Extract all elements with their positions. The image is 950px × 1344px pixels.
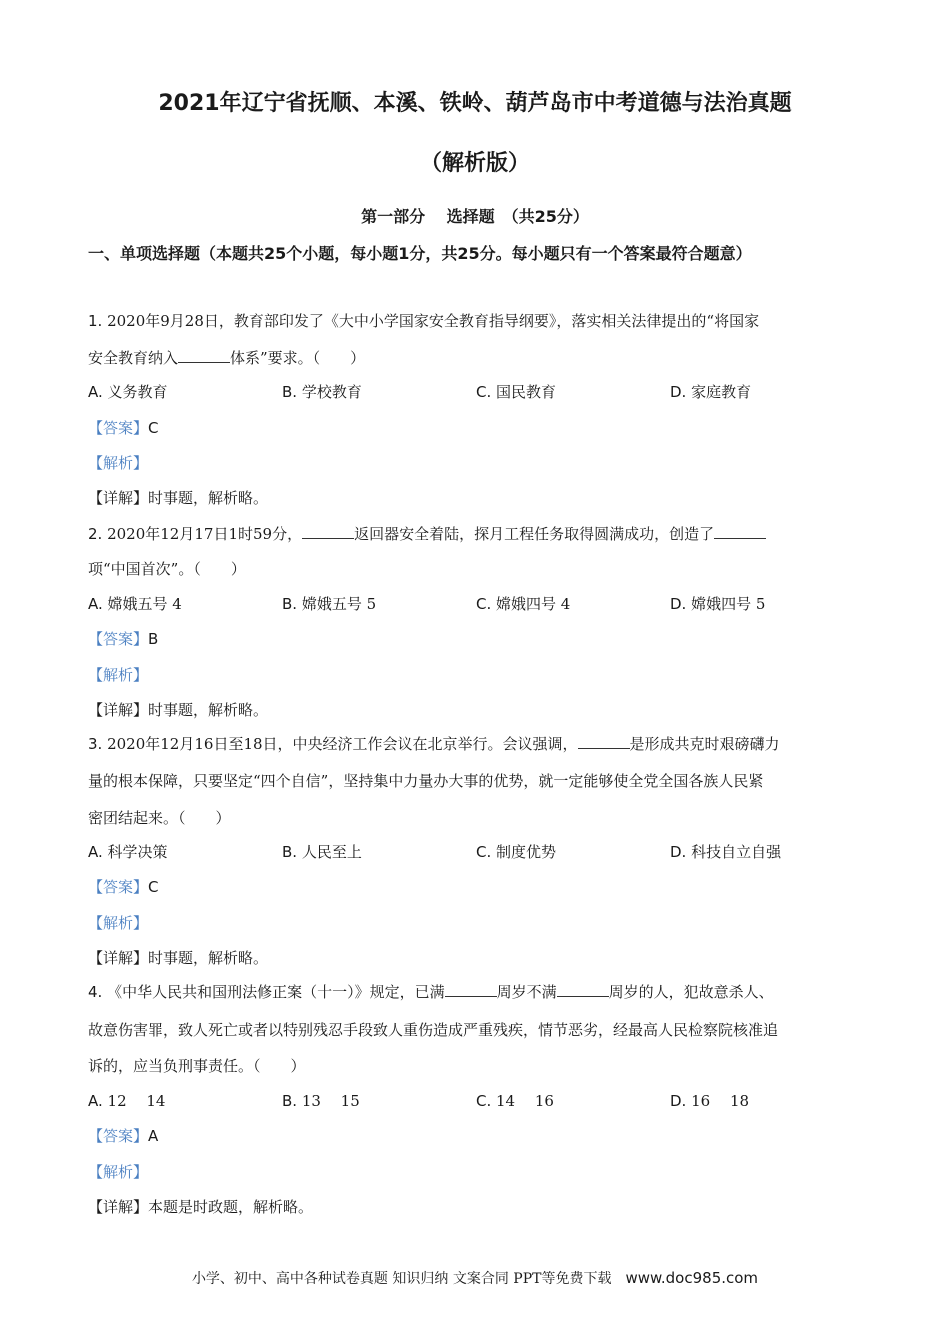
analysis-label: 【解析】 bbox=[88, 914, 149, 932]
detail-label: 【详解】 bbox=[88, 701, 149, 719]
part-title: 第一部分 选择题 （共25分） bbox=[361, 207, 589, 226]
option-letter: C. bbox=[476, 595, 492, 613]
answer-label: 【答案】 bbox=[88, 878, 149, 896]
option-text: 嫦娥四号 5 bbox=[686, 595, 766, 613]
fill-blank bbox=[557, 982, 609, 997]
option-letter: D. bbox=[670, 1092, 687, 1110]
option-text: 13 15 bbox=[297, 1092, 360, 1110]
option-letter: C. bbox=[476, 843, 492, 861]
option-c bbox=[476, 1090, 554, 1112]
option-text: 义务教育 bbox=[102, 383, 168, 401]
option-letter: C. bbox=[476, 383, 492, 401]
footer bbox=[0, 1268, 950, 1288]
option-text: 家庭教育 bbox=[686, 383, 752, 401]
analysis-label: 【解析】 bbox=[88, 454, 149, 472]
option-text: 嫦娥五号 4 bbox=[102, 595, 182, 613]
question-text: 量的根本保障，只要坚定“四个自信”，坚持集中力量办大事的优势，就一定能够使全党全国各族人民紧 bbox=[88, 772, 764, 790]
question-number: 1. bbox=[88, 312, 108, 330]
option-letter: A. bbox=[88, 595, 103, 613]
question-text-line bbox=[88, 1019, 778, 1041]
detail-text: 时事题，解析略。 bbox=[148, 701, 269, 719]
option-letter: D. bbox=[670, 843, 687, 861]
question-text-line bbox=[88, 807, 231, 829]
option-b bbox=[282, 841, 362, 863]
option-d bbox=[670, 381, 751, 403]
answer-value: A bbox=[148, 1127, 159, 1145]
detail-line bbox=[88, 487, 268, 509]
answer-label: 【答案】 bbox=[88, 1127, 149, 1145]
option-letter: B. bbox=[282, 1092, 298, 1110]
option-b bbox=[282, 1090, 360, 1112]
question-text: 2020年9月28日，教育部印发了《大中小学国家安全教育指导纲要》，落实相关法律提出的“将国家 bbox=[107, 312, 760, 330]
detail-text: 本题是时政题，解析略。 bbox=[148, 1198, 314, 1216]
detail-line bbox=[88, 1196, 313, 1218]
fill-blank bbox=[445, 982, 497, 997]
question-text: 是形成共克时艰磅礴力 bbox=[629, 735, 780, 753]
question-text-line bbox=[88, 558, 246, 580]
analysis-line bbox=[88, 664, 148, 686]
option-text: 嫦娥五号 5 bbox=[297, 595, 377, 613]
option-text: 12 14 bbox=[102, 1092, 166, 1110]
answer-line bbox=[88, 1125, 158, 1147]
option-c bbox=[476, 593, 570, 615]
option-a bbox=[88, 841, 168, 863]
fill-blank bbox=[578, 734, 630, 749]
option-text: 人民至上 bbox=[297, 843, 362, 861]
option-d bbox=[670, 593, 765, 615]
fill-blank bbox=[714, 524, 766, 539]
option-text: 国民教育 bbox=[491, 383, 557, 401]
option-letter: B. bbox=[282, 383, 298, 401]
question-text: 安全教育纳入 bbox=[88, 349, 179, 367]
fill-blank bbox=[302, 524, 354, 539]
option-b bbox=[282, 381, 362, 403]
option-b bbox=[282, 593, 376, 615]
question-text-line bbox=[88, 770, 763, 792]
answer-value: C bbox=[148, 419, 159, 437]
fill-blank bbox=[178, 348, 230, 363]
question-text-line bbox=[88, 1055, 306, 1077]
answer-line bbox=[88, 417, 159, 439]
answer-value: C bbox=[148, 878, 159, 896]
option-text: 制度优势 bbox=[491, 843, 557, 861]
detail-text: 时事题，解析略。 bbox=[148, 949, 269, 967]
answer-label: 【答案】 bbox=[88, 419, 149, 437]
question-text: 密团结起来。（ ） bbox=[88, 809, 231, 827]
option-text: 14 16 bbox=[491, 1092, 554, 1110]
question-text: 返回器安全着陆，探月工程任务取得圆满成功，创造了 bbox=[354, 525, 715, 543]
answer-label: 【答案】 bbox=[88, 630, 149, 648]
document-subtitle: （解析版） bbox=[419, 151, 530, 176]
option-text: 科技自立自强 bbox=[686, 843, 782, 861]
analysis-line bbox=[88, 912, 148, 934]
question-text: 体系”要求。（ ） bbox=[230, 349, 366, 367]
detail-label: 【详解】 bbox=[88, 489, 149, 507]
section-heading: 一、单项选择题（本题共25个小题，每小题1分，共25分。每小题只有一个答案最符合题意） bbox=[88, 244, 752, 263]
option-a bbox=[88, 1090, 165, 1112]
option-text: 科学决策 bbox=[102, 843, 168, 861]
question-text: 诉的，应当负刑事责任。（ ） bbox=[88, 1057, 306, 1075]
detail-label: 【详解】 bbox=[88, 949, 149, 967]
option-letter: C. bbox=[476, 1092, 492, 1110]
option-letter: B. bbox=[282, 843, 298, 861]
question-text: 2020年12月16日至18日，中央经济工作会议在北京举行。会议强调， bbox=[107, 735, 578, 753]
question-text: 周岁的人，犯故意杀人、 bbox=[608, 983, 774, 1001]
detail-text: 时事题，解析略。 bbox=[148, 489, 269, 507]
detail-label: 【详解】 bbox=[88, 1198, 149, 1216]
option-a bbox=[88, 593, 182, 615]
question-text: 周岁不满 bbox=[496, 983, 557, 1001]
analysis-line bbox=[88, 452, 148, 474]
detail-line bbox=[88, 699, 268, 721]
footer-site-link[interactable]: www.doc985.com bbox=[625, 1269, 759, 1287]
option-letter: A. bbox=[88, 1092, 103, 1110]
option-letter: A. bbox=[88, 383, 103, 401]
option-d bbox=[670, 1090, 749, 1112]
option-text: 16 18 bbox=[686, 1092, 750, 1110]
document-title: 2021年辽宁省抚顺、本溪、铁岭、葫芦岛市中考道德与法治真题 bbox=[158, 91, 792, 116]
option-text: 嫦娥四号 4 bbox=[491, 595, 571, 613]
question-text-line bbox=[88, 523, 766, 545]
question-text: 故意伤害罪，致人死亡或者以特别残忍手段致人重伤造成严重残疾，情节恶劣，经最高人民检察院核准追 bbox=[88, 1021, 779, 1039]
question-number: 3. bbox=[88, 735, 108, 753]
answer-line bbox=[88, 876, 159, 898]
question-text-line bbox=[88, 981, 774, 1003]
question-text-line bbox=[88, 733, 780, 755]
analysis-label: 【解析】 bbox=[88, 1163, 149, 1181]
question-text: 项“中国首次”。（ ） bbox=[88, 560, 246, 578]
option-letter: B. bbox=[282, 595, 298, 613]
option-d bbox=[670, 841, 781, 863]
question-text-line bbox=[88, 347, 365, 369]
question-text-line bbox=[88, 310, 759, 332]
question-number: 2. bbox=[88, 525, 108, 543]
option-a bbox=[88, 381, 168, 403]
option-letter: A. bbox=[88, 843, 103, 861]
option-letter: D. bbox=[670, 383, 687, 401]
analysis-label: 【解析】 bbox=[88, 666, 149, 684]
detail-line bbox=[88, 947, 268, 969]
question-text: 2020年12月17日1时59分， bbox=[107, 525, 303, 543]
question-number: 4. bbox=[88, 983, 108, 1001]
answer-line bbox=[88, 628, 158, 650]
option-c bbox=[476, 381, 556, 403]
option-c bbox=[476, 841, 556, 863]
option-text: 学校教育 bbox=[297, 383, 362, 401]
answer-value: B bbox=[148, 630, 159, 648]
analysis-line bbox=[88, 1161, 148, 1183]
question-text: 《中华人民共和国刑法修正案（十一）》规定，已满 bbox=[107, 983, 445, 1001]
option-letter: D. bbox=[670, 595, 687, 613]
footer-text: 小学、初中、高中各种试卷真题 知识归纳 文案合同 PPT等免费下载 bbox=[191, 1271, 626, 1287]
